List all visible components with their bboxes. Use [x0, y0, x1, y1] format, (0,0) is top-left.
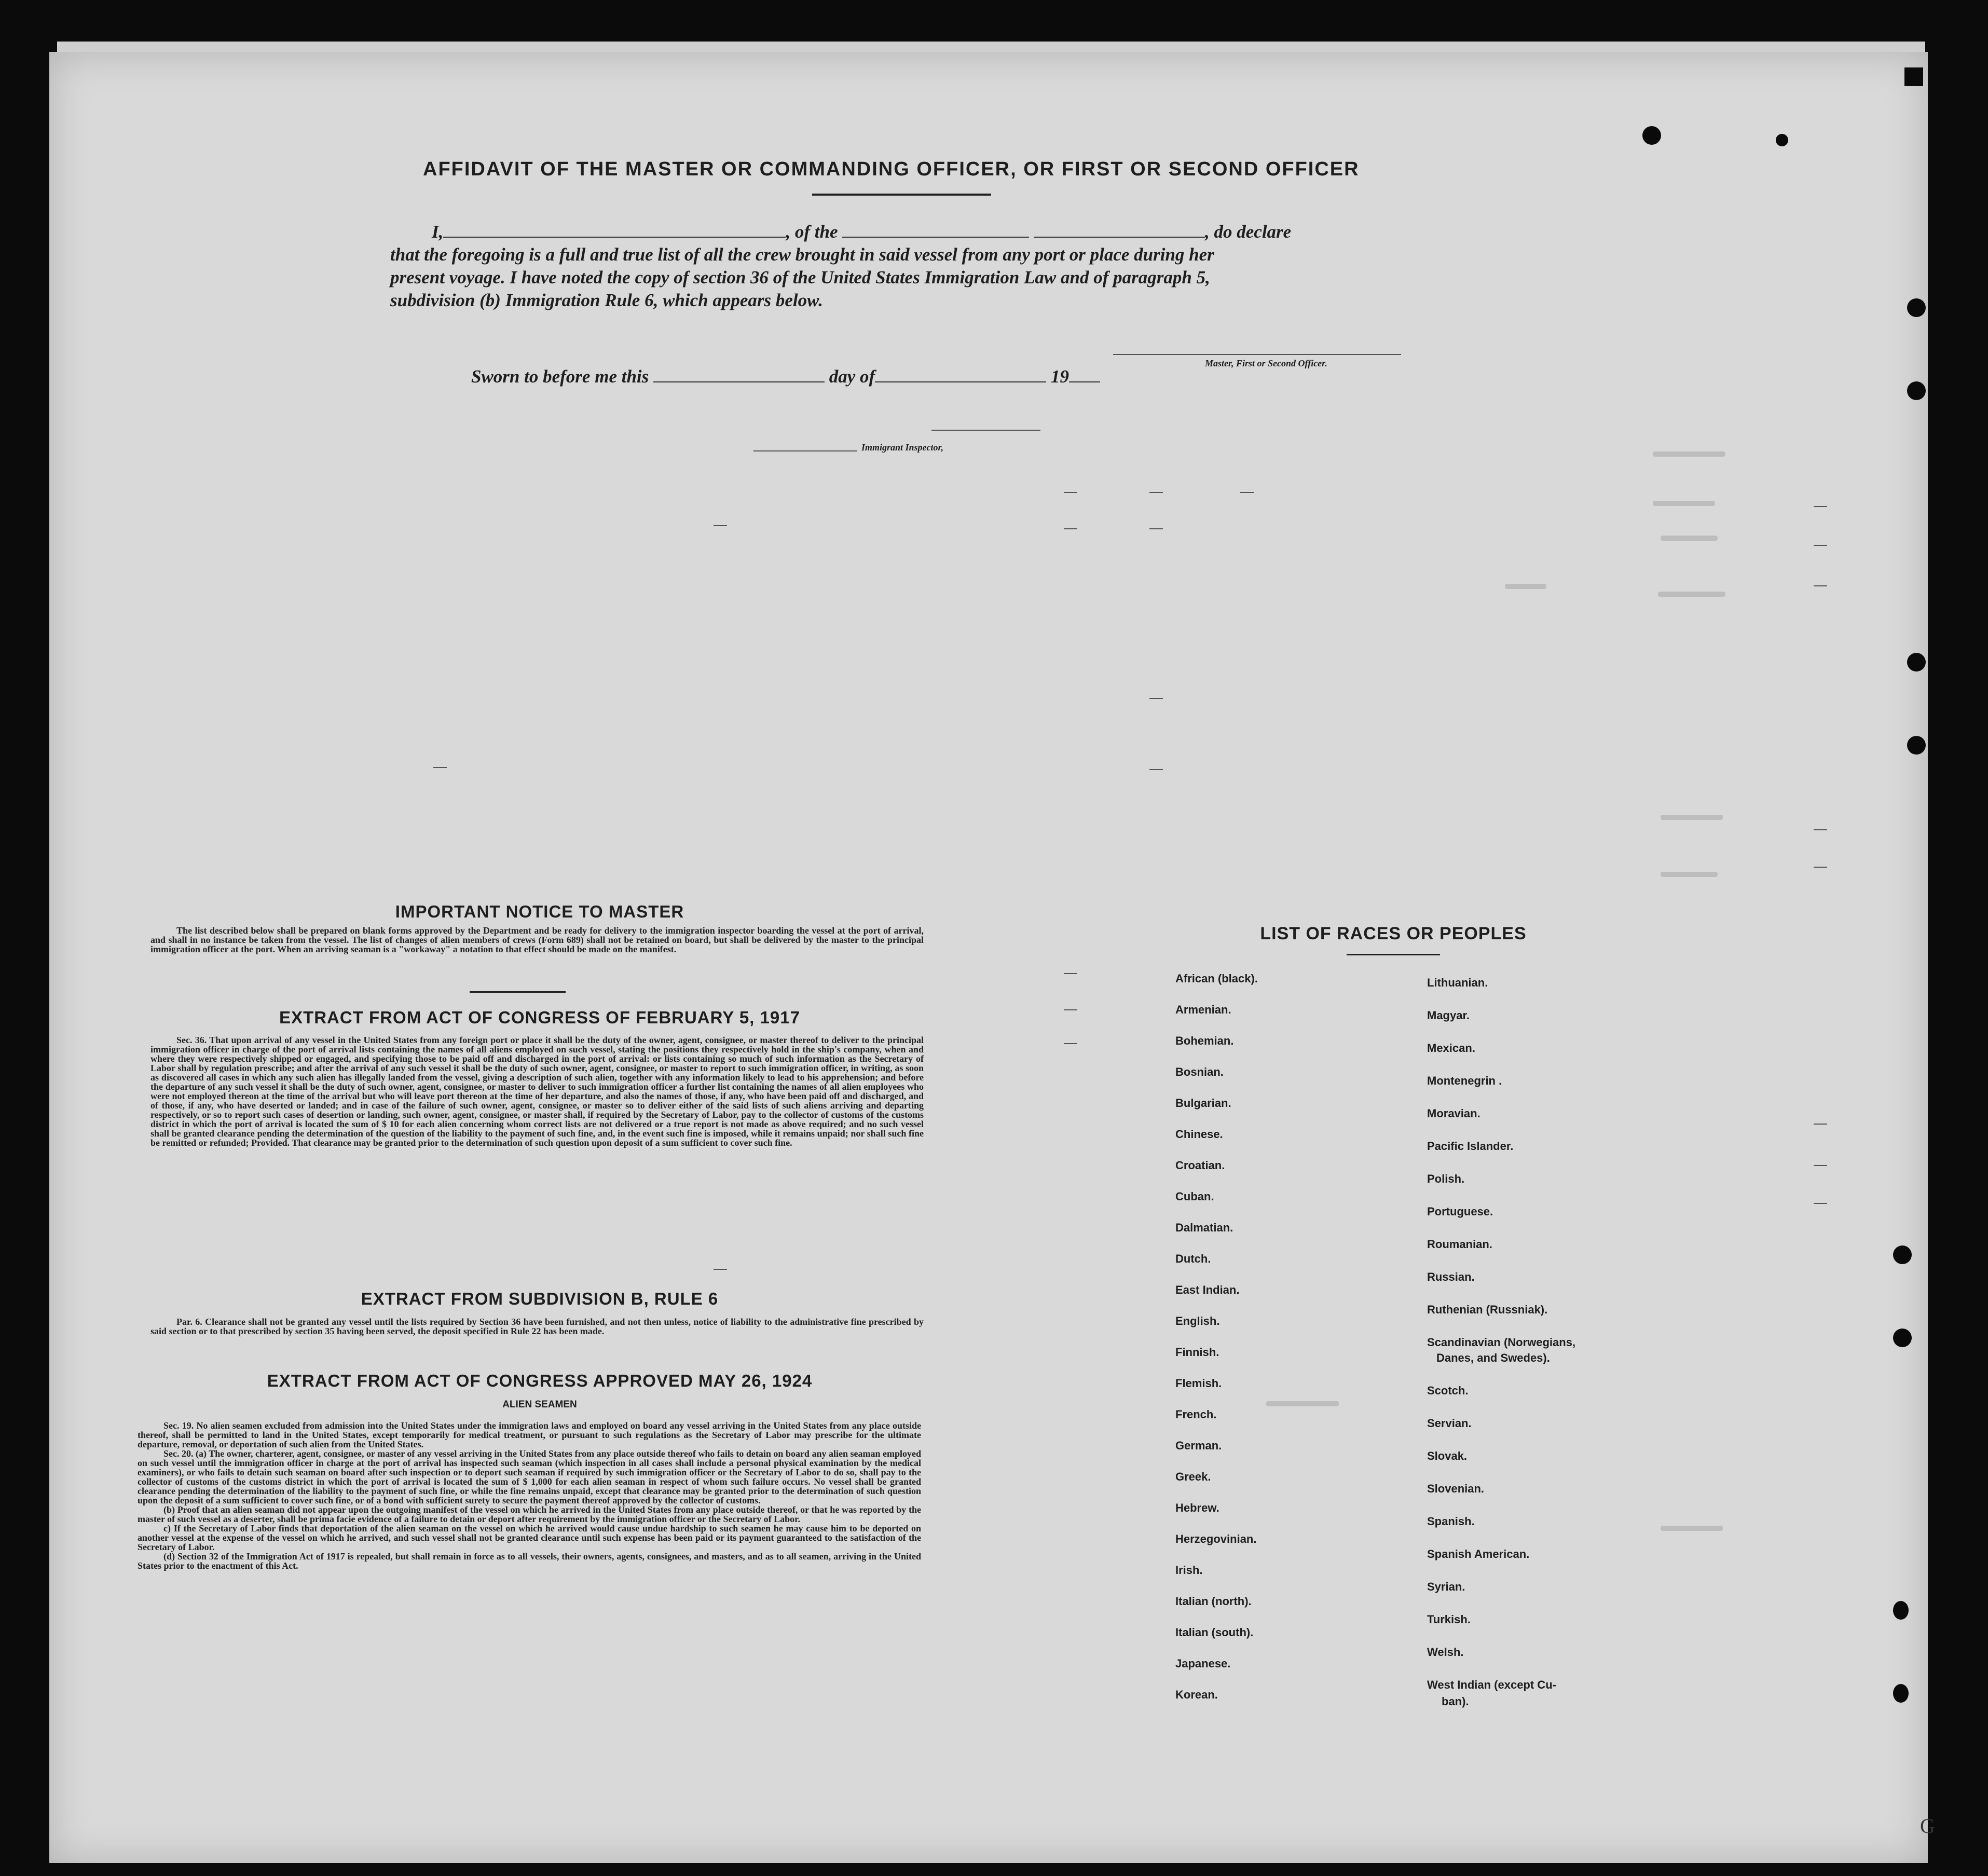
dash-mark	[1814, 1124, 1827, 1125]
race-left-item: Armenian.	[1175, 1003, 1231, 1016]
race-right-item: Mexican.	[1427, 1042, 1475, 1055]
dash-mark	[1814, 506, 1827, 507]
dash-mark	[1149, 769, 1163, 770]
race-left-item: Finnish.	[1175, 1346, 1219, 1359]
race-right-item: Danes, and Swedes).	[1436, 1351, 1550, 1364]
name-blank[interactable]	[443, 237, 786, 238]
races-heading-rule	[1347, 954, 1440, 955]
race-left-item: French.	[1175, 1408, 1217, 1421]
race-right-item: Syrian.	[1427, 1580, 1465, 1593]
extract-1924-paragraph: (d) Section 32 of the Immigration Act of 1917 is repealed, but shall remain in force as to all vessels, their owners, agents, consignees, and masters, and as to all seamen, arriving in the United States prior to the enactment of this Act.	[138, 1551, 921, 1571]
race-right-item: Slovak.	[1427, 1449, 1468, 1462]
affidavit-line-1	[432, 221, 1291, 243]
dash-mark	[714, 525, 727, 526]
race-left-item: Dutch.	[1175, 1252, 1211, 1265]
punch-hole	[1893, 1601, 1909, 1620]
punch-hole	[1893, 1684, 1909, 1703]
title-underline	[812, 194, 991, 196]
punch-hole	[1893, 1245, 1912, 1264]
bleed-through-mark	[1661, 1526, 1723, 1531]
race-left-item: Bulgarian.	[1175, 1097, 1231, 1110]
race-right-item: West Indian (except Cu-	[1427, 1678, 1556, 1691]
race-right-item: Welsh.	[1427, 1646, 1464, 1659]
bleed-through-mark	[1653, 501, 1715, 506]
affidavit-line-4: subdivision (b) Immigration Rule 6, which appears below.	[390, 290, 823, 310]
extract-1917-paragraph: Sec. 36. That upon arrival of any vessel in the United States from any foreign port or place it shall be the duty of the owner, agent, consignee, or master thereof to deliver to the principal immigration officer in charge of the port of arrival lists containing the names of all aliens employed on such vessel, stating the positions they respectively hold in the ship's company, when and where they were respectively shipped or engaged, and specifying those to be paid off and discharged in the port of arrival: or lists containing so much of such information as the Secretary of Labor shall by regulation prescribe; and after the arrival of any such vessel it shall be the duty of such owner, agent, consignee, or master to report to such immigration officer, in writing, as soon as discovered all cases in which any such alien has illegally landed from the vessel, giving a description of such alien, together with any information likely to lead to his apprehension; and before the departure of any such vessel it shall be the duty of such owner, agent, consignee, or master to deliver to such immigration officer a further list containing the names of all alien employees who were not employed thereon at the time of the arrival but who will leave port thereon at the time of her departure, and also the names of those, if any, who have been paid off and discharged, and of those, if any, who have deserted or landed; and in case of the failure of such owner, agent, consignee, or master so to deliver either of the said lists of such aliens arriving and departing respectively, or so to report such cases of desertion or landing, such owner, agent, consignee, or master shall, if required by the Secretary of Labor, pay to the collector of customs of the customs district in which the port of arrival is located the sum of $ 10 for each alien concerning whom correct lists are not delivered or a true report is not made as above required; and no such vessel shall be granted clearance pending the determination of the question of the liability to the payment of such fine, and, in the event such fine is imposed, while it remains unpaid; nor shall such fine be remitted or refunded; Provided. That clearance may be granted prior to the determination of such question upon deposit of a sum sufficient to cover such fine.	[150, 1035, 924, 1148]
dash-mark	[1149, 528, 1163, 529]
punch-hole	[1642, 126, 1661, 145]
inspector-line-upper[interactable]	[931, 430, 1040, 431]
race-right-item: Moravian.	[1427, 1107, 1480, 1120]
punch-hole	[1776, 134, 1788, 146]
vessel-blank-1[interactable]	[842, 237, 1029, 238]
sworn-day-blank[interactable]	[653, 381, 825, 382]
race-left-item: East Indian.	[1175, 1283, 1240, 1296]
dash-mark	[1814, 867, 1827, 868]
day-of-label: day of	[829, 366, 875, 387]
race-left-item: Bohemian.	[1175, 1034, 1234, 1047]
race-right-item: Ruthenian (Russniak).	[1427, 1303, 1548, 1316]
extract-1917-heading: EXTRACT FROM ACT OF CONGRESS OF FEBRUARY 5, 1917	[279, 1008, 800, 1027]
notice-rule	[470, 991, 566, 993]
punch-hole	[1893, 1329, 1912, 1347]
race-right-item: Slovenian.	[1427, 1482, 1485, 1495]
race-left-item: Croatian.	[1175, 1159, 1225, 1172]
sworn-month-blank[interactable]	[875, 381, 1046, 382]
dash-mark	[1064, 1043, 1077, 1044]
sworn-year-blank[interactable]	[1069, 381, 1100, 382]
notice-heading: IMPORTANT NOTICE TO MASTER	[395, 902, 684, 921]
dash-mark	[1064, 1009, 1077, 1010]
notice-paragraph: The list described below shall be prepared on blank forms approved by the Department and be ready for delivery to the immigration inspector boarding the vessel at the port of arrival, and shall in no instance be taken from the vessel. The list of changes of alien members of crews (Form 689) shall not be retained on board, but shall be delivered by the master to the principal immigration officer at the port. When an arriving seaman is a "workaway" a notation to that effect should be made on the manifest.	[150, 925, 924, 954]
bleed-through-mark	[1661, 536, 1718, 541]
master-label: Master, First or Second Officer.	[1205, 358, 1327, 368]
bleed-through-mark	[1266, 1401, 1339, 1406]
race-right-item: Roumanian.	[1427, 1238, 1492, 1251]
extract-1924-subheading: ALIEN SEAMEN	[502, 1399, 577, 1410]
race-left-item: Hebrew.	[1175, 1501, 1219, 1514]
race-right-item: Servian.	[1427, 1417, 1472, 1430]
bleed-through-mark	[1653, 451, 1725, 457]
bleed-through-mark	[1658, 592, 1725, 597]
race-left-item: Italian (south).	[1175, 1626, 1254, 1639]
dash-mark	[1240, 492, 1254, 493]
race-right-item: Russian.	[1427, 1270, 1475, 1283]
do-declare-label: , do declare	[1205, 222, 1292, 242]
race-right-item: Montenegrin .	[1427, 1074, 1502, 1087]
dash-mark	[1814, 585, 1827, 586]
races-heading: LIST OF RACES OR PEOPLES	[1260, 924, 1527, 943]
race-left-item: Chinese.	[1175, 1128, 1223, 1141]
corner-mark: G	[1920, 1814, 1935, 1838]
extract-1917-text	[150, 1035, 924, 1147]
affidavit-line-3: present voyage. I have noted the copy of section 36 of the United States Immigration Law and of paragraph 5,	[390, 267, 1210, 287]
race-right-item: Turkish.	[1427, 1613, 1471, 1626]
of-the-label: , of the	[786, 222, 838, 242]
extract-1924-heading: EXTRACT FROM ACT OF CONGRESS APPROVED MAY 26, 1924	[267, 1371, 813, 1390]
race-left-item: Cuban.	[1175, 1190, 1214, 1203]
dash-mark	[1814, 1203, 1827, 1204]
affidavit-line-2: that the foregoing is a full and true list of all the crew brought in said vessel from any port or place during her	[390, 244, 1214, 265]
race-left-item: German.	[1175, 1439, 1222, 1452]
race-right-item: Portuguese.	[1427, 1205, 1493, 1218]
dash-mark	[1064, 973, 1077, 974]
punch-hole	[1907, 298, 1926, 317]
extract-1924-text	[138, 1421, 921, 1570]
i-label: I,	[432, 222, 444, 242]
sworn-line	[471, 366, 1100, 388]
race-right-item: Scotch.	[1427, 1384, 1469, 1397]
race-left-item: Irish.	[1175, 1564, 1203, 1577]
affidavit-title: AFFIDAVIT OF THE MASTER OR COMMANDING OFFICER, OR FIRST OR SECOND OFFICER	[423, 158, 1360, 180]
notice-text	[150, 926, 924, 954]
punch-hole	[1907, 653, 1926, 672]
dash-mark	[1814, 545, 1827, 546]
dash-mark	[1149, 698, 1163, 699]
inspector-label: Immigrant Inspector,	[861, 442, 944, 453]
extract-1924-paragraph: Sec. 20. (a) The owner, charterer, agent, consignee, or master of any vessel arriving in the United States from any place outside thereof who fails to detain on board any alien seaman employed on such vessel until the immigration officer in charge at the port of arrival has inspected such seaman (which inspection in all cases shall include a personal physical examination by the medical examiners), or who fails to detain such seaman on board after such inspection or to deport such seaman if required by such immigration officer or the Secretary of Labor to do so, shall pay to the collector of customs of the customs district in which the port of arrival is located the sum of $ 1,000 for each alien seaman in respect of whom such failure occurs. No vessel shall be granted clearance pending the determination of the liability to the payment of such fine, or while the fine remains unpaid, except that clearance may be granted prior to the determination of such question upon the deposit of a sum sufficient to cover such fine, or of a bond with sufficient surety to secure the payment thereof approved by the collector of customs.	[138, 1448, 921, 1505]
race-left-item: English.	[1175, 1314, 1220, 1327]
corner-tab	[1904, 67, 1923, 86]
extract-1924-paragraph: (b) Proof that an alien seaman did not appear upon the outgoing manifest of the vessel on which he arrived in the United States from any place outside thereof, or that he was reported by the master of such vessel as a deserter, shall be prima facie evidence of a failure to detain or deport after requirement by the immigration officer or the Secretary of Labor.	[138, 1504, 921, 1524]
punch-hole	[1907, 381, 1926, 400]
extract-rule6-heading: EXTRACT FROM SUBDIVISION B, RULE 6	[361, 1289, 719, 1308]
race-right-item: Pacific Islander.	[1427, 1140, 1514, 1153]
inspector-line[interactable]	[753, 450, 857, 451]
extract-rule6-text	[150, 1317, 924, 1336]
race-right-item: Spanish American.	[1427, 1548, 1530, 1560]
race-right-item: Magyar.	[1427, 1009, 1470, 1022]
extract-rule6-paragraph: Par. 6. Clearance shall not be granted any vessel until the lists required by Section 36 have been furnished, and not then unless, notice of liability to the administrative fine prescribed by said section or to that prescribed by section 35 having been served, the deposit specified in Rule 22 has been made.	[150, 1317, 924, 1336]
bleed-through-mark	[1505, 584, 1546, 589]
extract-1924-paragraph: c) If the Secretary of Labor finds that deportation of the alien seaman on the vessel on which he arrived would cause undue hardship to such seamen he may cause him to be deported on another vessel at the expense of the vessel on which he arrived, and such vessel shall not be granted clearance until such expense has been paid or its payment guaranteed to the satisfaction of the Secretary of Labor.	[138, 1523, 921, 1552]
race-right-item: Spanish.	[1427, 1515, 1475, 1528]
race-left-item: Bosnian.	[1175, 1065, 1224, 1078]
dash-mark	[1064, 528, 1077, 529]
extract-1924-paragraph: Sec. 19. No alien seamen excluded from admission into the United States under the immigration laws and employed on board any vessel arriving in the United States from any place outside thereof, shall be permitted to land in the United States, except temporarily for medical treatment, or pursuant to such regulations as the Secretary of Labor may prescribe for the ultimate departure, removal, or deportation of such alien from the United States.	[138, 1420, 921, 1449]
document-page	[49, 52, 1928, 1863]
dash-mark	[714, 1269, 727, 1270]
year-label: 19	[1050, 366, 1069, 387]
race-left-item: Flemish.	[1175, 1377, 1222, 1390]
race-left-item: Korean.	[1175, 1688, 1218, 1701]
vessel-blank-2[interactable]	[1034, 237, 1205, 238]
dash-mark	[1064, 492, 1077, 493]
sworn-label: Sworn to before me this	[471, 366, 649, 387]
dash-mark	[1814, 829, 1827, 830]
bleed-through-mark	[1661, 815, 1723, 820]
bleed-through-mark	[1661, 872, 1718, 877]
race-left-item: Dalmatian.	[1175, 1221, 1233, 1234]
race-right-item: Lithuanian.	[1427, 976, 1488, 989]
punch-hole	[1907, 736, 1926, 755]
race-left-item: Greek.	[1175, 1470, 1211, 1483]
race-right-item: Polish.	[1427, 1172, 1465, 1185]
dash-mark	[1814, 1165, 1827, 1166]
race-left-item: Herzegovinian.	[1175, 1532, 1257, 1545]
race-left-item: Italian (north).	[1175, 1595, 1252, 1608]
race-left-item: African (black).	[1175, 972, 1258, 985]
dash-mark	[1149, 492, 1163, 493]
race-right-item: Scandinavian (Norwegians,	[1427, 1336, 1576, 1349]
race-left-item: Japanese.	[1175, 1657, 1231, 1670]
master-signature-line[interactable]	[1113, 354, 1401, 355]
dash-mark	[433, 767, 447, 768]
race-right-item: ban).	[1442, 1695, 1469, 1708]
